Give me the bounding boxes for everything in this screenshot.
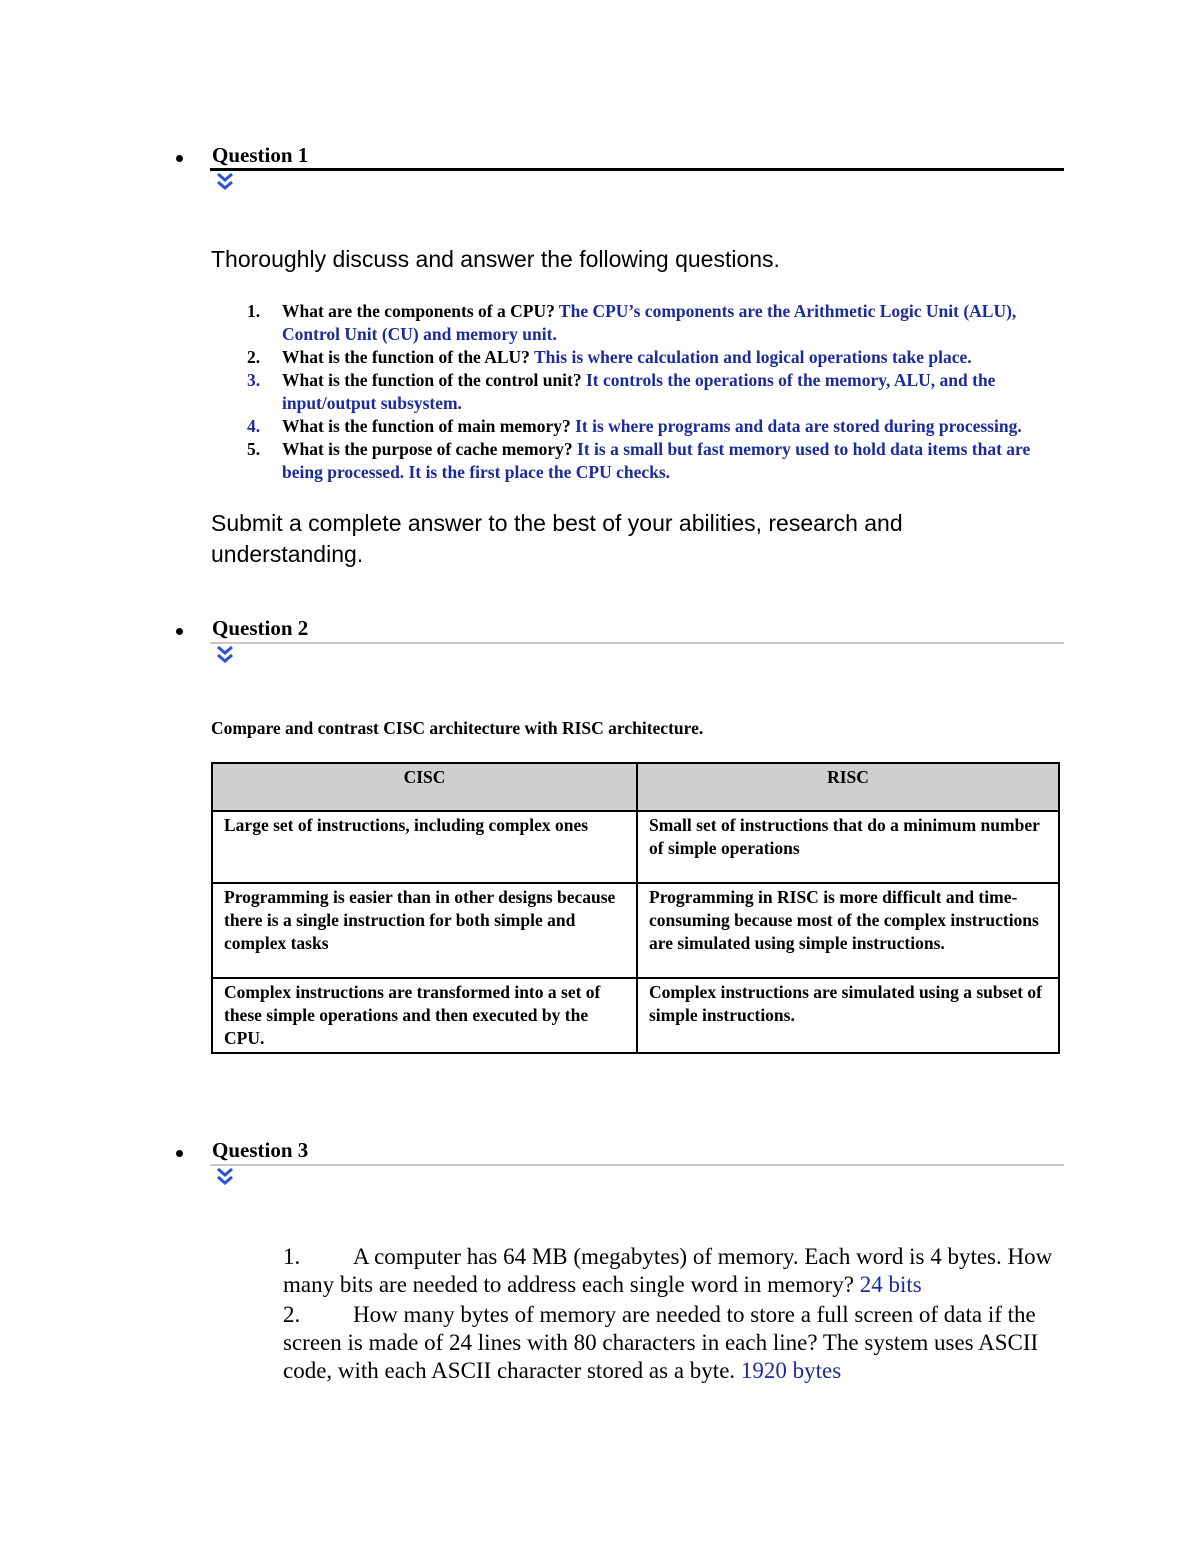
question-text: What is the function of the control unit? bbox=[282, 370, 582, 390]
table-cell: Programming in RISC is more difficult and time-consuming because most of the complex instructions are simulated using simple instructions. bbox=[637, 883, 1059, 978]
list-item bbox=[211, 438, 1061, 484]
list-item bbox=[211, 415, 1061, 438]
cisc-risc-table bbox=[211, 762, 1060, 1054]
double-chevron-down-icon[interactable] bbox=[214, 1166, 236, 1188]
table-cell: Small set of instructions that do a minimum number of simple operations bbox=[637, 811, 1059, 883]
bullet-dot bbox=[176, 628, 183, 635]
question-3-header bbox=[172, 1138, 1064, 1168]
question-2-title: Question 2 bbox=[212, 616, 309, 640]
question-text: A computer has 64 MB (megabytes) of memory. Each word is 4 bytes. How many bits are needed to address each single word in memory? bbox=[283, 1244, 1053, 1297]
question-2-block bbox=[172, 616, 1064, 646]
question-1-list bbox=[211, 300, 1061, 484]
list-number: 3. bbox=[247, 370, 261, 390]
question-3-block bbox=[172, 1138, 1064, 1168]
question-2-divider bbox=[210, 642, 1064, 644]
list-number: 1. bbox=[247, 301, 261, 321]
table-cell: Complex instructions are transformed into a set of these simple operations and then executed by the CPU. bbox=[212, 978, 637, 1053]
question-1-divider bbox=[210, 168, 1064, 171]
list-number: 2. bbox=[283, 1302, 301, 1327]
list-item bbox=[211, 300, 1061, 346]
answer-text: It is where programs and data are stored during processing. bbox=[575, 416, 1022, 436]
list-number: 1. bbox=[283, 1244, 301, 1269]
table-cell: Complex instructions are simulated using a subset of simple instructions. bbox=[637, 978, 1059, 1053]
double-chevron-down-icon[interactable] bbox=[214, 171, 236, 193]
table-header-row bbox=[212, 763, 1059, 811]
column-header-cisc: CISC bbox=[212, 763, 637, 811]
question-text: What are the components of a CPU? bbox=[282, 301, 555, 321]
list-number: 4. bbox=[247, 416, 261, 436]
list-item bbox=[283, 1243, 1073, 1299]
question-text: What is the function of the ALU? bbox=[282, 347, 530, 367]
answer-text: This is where calculation and logical operations take place. bbox=[534, 347, 972, 367]
question-text: What is the purpose of cache memory? bbox=[282, 439, 573, 459]
table-cell: Programming is easier than in other designs because there is a single instruction for both simple and complex tasks bbox=[212, 883, 637, 978]
question-1-outro: Submit a complete answer to the best of your abilities, research and understanding. bbox=[211, 510, 903, 567]
list-item bbox=[283, 1301, 1073, 1385]
question-1-intro: Thoroughly discuss and answer the following questions. bbox=[211, 246, 780, 272]
question-text: How many bytes of memory are needed to store a full screen of data if the screen is made of 24 lines with 80 characters in each line? The system uses ASCII code, with each ASCII character stored as a byte. bbox=[283, 1302, 1039, 1383]
question-3-divider bbox=[210, 1164, 1064, 1166]
question-2-prompt: Compare and contrast CISC architecture with RISC architecture. bbox=[211, 718, 704, 738]
table-cell: Large set of instructions, including complex ones bbox=[212, 811, 637, 883]
question-1-header bbox=[172, 143, 1064, 173]
bullet-dot bbox=[176, 155, 183, 162]
bullet-dot bbox=[176, 1150, 183, 1157]
table-row bbox=[212, 883, 1059, 978]
list-item bbox=[211, 369, 1061, 415]
question-2-header bbox=[172, 616, 1064, 646]
question-1-block bbox=[172, 143, 1064, 173]
question-text: What is the function of main memory? bbox=[282, 416, 571, 436]
answer-text: It is a small but fast memory used to hold data items that are being processed. It is the first place the CPU checks. bbox=[282, 439, 1031, 482]
list-number: 5. bbox=[247, 439, 261, 459]
table-row bbox=[212, 811, 1059, 883]
answer-text: 24 bits bbox=[859, 1272, 922, 1297]
list-item bbox=[211, 346, 1061, 369]
question-1-title: Question 1 bbox=[212, 143, 309, 167]
answer-text: It controls the operations of the memory, ALU, and the input/output subsystem. bbox=[282, 370, 996, 413]
double-chevron-down-icon[interactable] bbox=[214, 644, 236, 666]
question-3-title: Question 3 bbox=[212, 1138, 309, 1162]
column-header-risc: RISC bbox=[637, 763, 1059, 811]
table-row bbox=[212, 978, 1059, 1053]
answer-text: 1920 bytes bbox=[740, 1358, 842, 1383]
list-number: 2. bbox=[247, 347, 261, 367]
question-3-list bbox=[283, 1243, 1073, 1387]
answer-text: The CPU’s components are the Arithmetic Logic Unit (ALU), Control Unit (CU) and memory unit. bbox=[282, 301, 1017, 344]
